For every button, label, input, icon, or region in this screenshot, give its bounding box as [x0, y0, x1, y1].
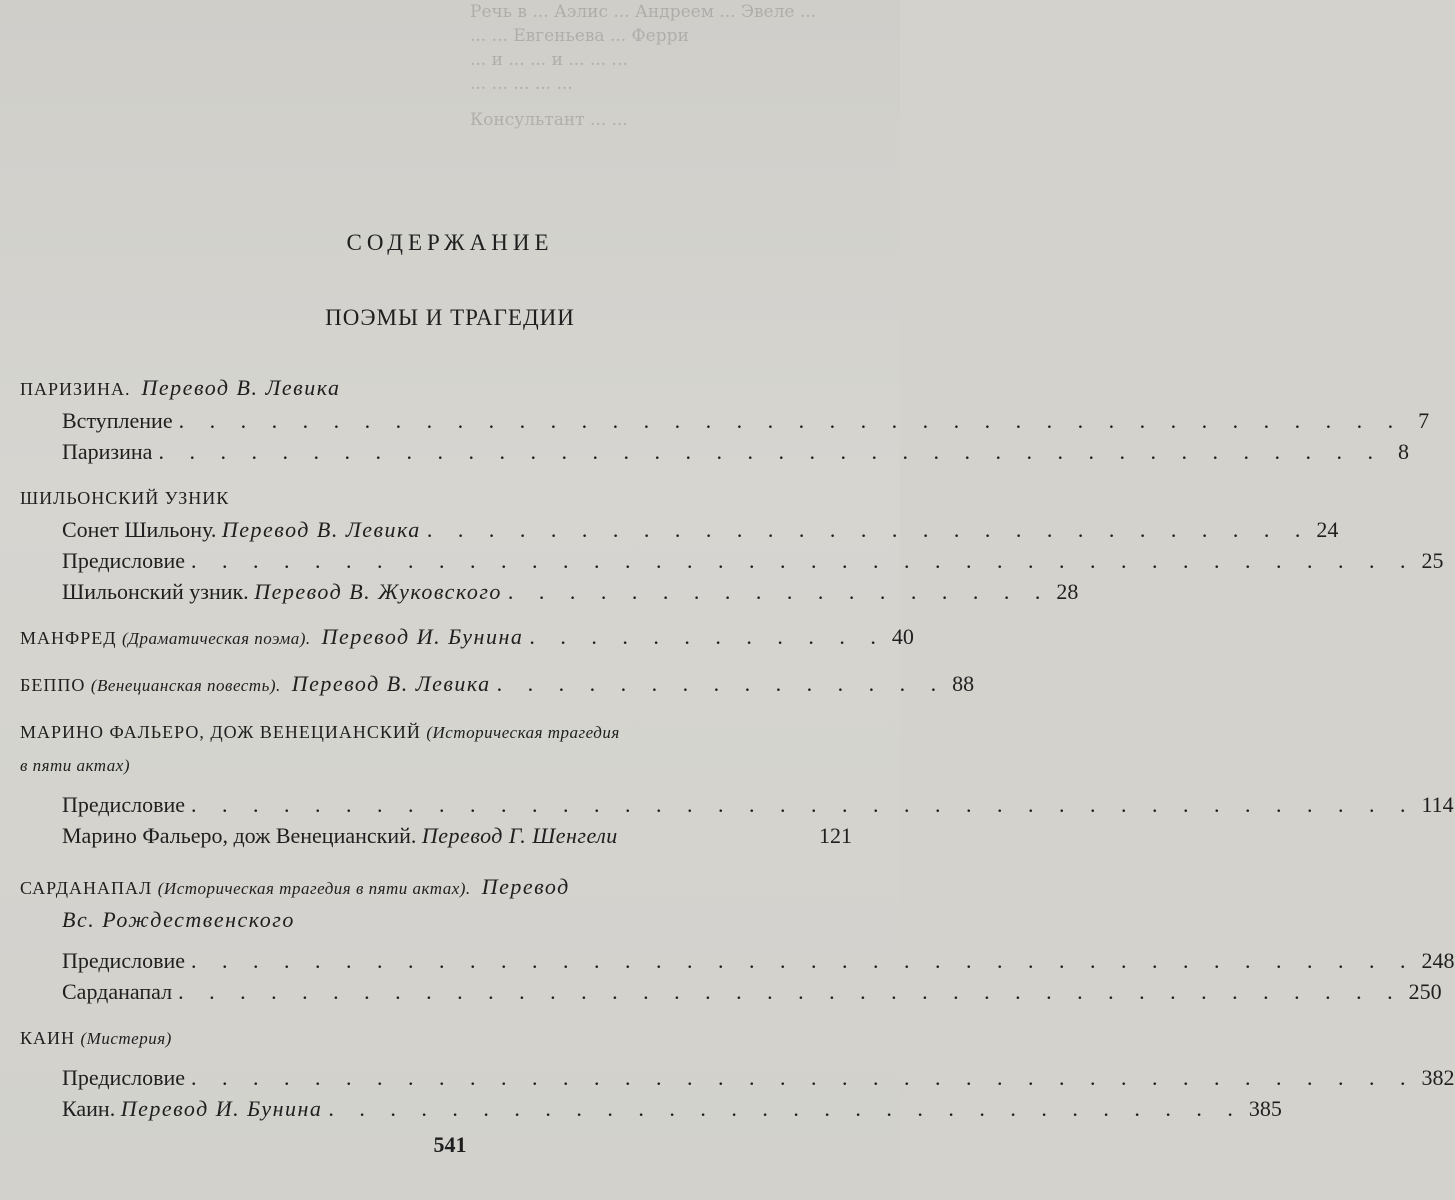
entry-label	[62, 1062, 185, 1093]
work-title: БЕППО	[20, 675, 86, 695]
entry-title: Предисловие	[62, 548, 185, 573]
toc-entry	[62, 945, 1455, 976]
leader-dots: . . . . . . . . . . . . . . . . . . . . . . . . . . . . . . . . . . . . . . . .	[191, 548, 1416, 573]
entry-title: Сонет Шильону.	[62, 517, 217, 542]
toc-heading	[20, 481, 852, 514]
leader-dots: . . . . . . . . . . . . . . . . . . . . . . . . . . . . . . . . . . . . . . . .	[178, 408, 1404, 433]
entry-label	[20, 621, 523, 654]
work-title: ПАРИЗИНА.	[20, 379, 131, 399]
toc-section-parizina	[20, 372, 1430, 467]
genre: в пяти актах)	[20, 756, 130, 775]
entry-title: Предисловие	[62, 792, 185, 817]
page-number: 88	[952, 671, 975, 696]
toc-entry	[62, 405, 1430, 436]
page-number: 24	[1316, 517, 1339, 542]
toc-section-beppo	[20, 668, 975, 701]
page-number: 7	[1418, 408, 1430, 433]
bleed-through-text	[470, 0, 890, 160]
page-number: 28	[1056, 579, 1079, 604]
leader-dots: . . . . . . . . . . . . . . . . . . . . . . . . . . . . . . . . . . . . . . . .	[178, 979, 1403, 1004]
translator: Вс. Рождественского	[62, 907, 295, 932]
entry-title: Каин.	[62, 1096, 116, 1121]
translator: Перевод И. Бунина	[120, 1096, 323, 1121]
page-title: СОДЕРЖАНИЕ	[346, 230, 554, 255]
entry-label: Предисловие	[62, 948, 185, 973]
genre: (Венецианская повесть).	[90, 676, 281, 695]
work-title: МАРИНО ФАЛЬЕРО, ДОЖ ВЕНЕЦИАНСКИЙ	[20, 722, 421, 742]
toc-entry	[62, 436, 1409, 467]
bleed-line: ... ... ... ... ...	[470, 74, 573, 94]
bleed-line: ... и ... ... и ... ... ...	[470, 50, 628, 70]
translator: Перевод В. Левика	[141, 375, 341, 400]
section-subtitle: ПОЭМЫ И ТРАГЕДИИ	[325, 305, 575, 330]
toc-entry	[62, 514, 1339, 545]
entry-label	[62, 545, 185, 576]
page-number: 248	[1421, 948, 1455, 973]
toc-entry	[62, 976, 1442, 1007]
toc-section-kain	[20, 1021, 1455, 1124]
page-number: 121	[819, 823, 852, 848]
work-title: КАИН	[20, 1028, 76, 1048]
toc-entry	[62, 1062, 1455, 1093]
toc-heading	[20, 871, 852, 904]
entry-label: Вступление	[62, 408, 173, 433]
entry-label	[62, 514, 421, 545]
table-of-contents	[20, 358, 1455, 1124]
bleed-line: ... ... Евгеньева ... Ферри	[470, 26, 689, 46]
work-title: САРДАНАПАЛ	[20, 878, 153, 898]
work-title: ШИЛЬОНСКИЙ УЗНИК	[20, 488, 230, 508]
leader-dots: . . . . . . . . . . . . . . . . . . . . . . . . . . . . . . . . . . . . . . . .	[191, 1065, 1416, 1090]
leader-dots: . . . . . . . . . . . . . . . . . . . . . . . . . . . . . . . . . . . . . . . .	[191, 948, 1416, 973]
genre: (Историческая трагедия в пяти актах).	[157, 879, 471, 898]
entry-label: Паризина	[62, 439, 153, 464]
toc-section-marino	[20, 715, 1454, 851]
work-title: МАНФРЕД	[20, 628, 117, 648]
toc-entry	[62, 789, 1454, 820]
entry-title: Марино Фальеро, дож Венецианский.	[62, 823, 417, 848]
translator: Перевод В. Жуковского	[254, 579, 502, 604]
translator: Перевод В. Левика	[291, 671, 491, 696]
page-number: 250	[1408, 979, 1442, 1004]
toc-entry	[62, 576, 1079, 607]
genre: (Драматическая поэма).	[122, 629, 311, 648]
toc-entry	[62, 1093, 1282, 1124]
leader-dots: . . . . . . . . . . . .	[529, 624, 886, 649]
entry-label	[62, 820, 618, 851]
leader-dots: . . . . . . . . . . . . . . . . . . . . . . . . . . . . . . . . . . . . . . . .	[158, 439, 1383, 464]
translator: Перевод В. Левика	[221, 517, 421, 542]
toc-heading	[20, 715, 852, 748]
toc-heading-continued	[20, 904, 852, 935]
genre: (Историческая трагедия	[426, 723, 620, 742]
toc-entry	[62, 545, 1444, 576]
entry-label	[62, 789, 185, 820]
page-number: 40	[891, 624, 914, 649]
entry-label	[62, 1093, 322, 1124]
toc-entry	[62, 820, 852, 851]
translator: Перевод И. Бунина	[321, 624, 524, 649]
entry-title: Шильонский узник.	[62, 579, 249, 604]
entry-label	[20, 668, 491, 701]
leader-dots: . . . . . . . . . . . . . . . . . .	[507, 579, 1051, 604]
leader-dots: . . . . . . . . . . . . . . .	[496, 671, 947, 696]
entry-label	[62, 576, 502, 607]
toc-section-manfred	[20, 621, 914, 654]
toc-entry	[20, 668, 975, 701]
toc-section-chillon	[20, 481, 1444, 607]
translator: Перевод	[481, 874, 570, 899]
page-number: 8	[1397, 439, 1409, 464]
bleed-line: Консультант ... ...	[470, 110, 628, 130]
leader-dots: . . . . . . . . . . . . . . . . . . . . . . . . . . . . . .	[328, 1096, 1243, 1121]
translator: Перевод Г. Шенгели	[421, 823, 618, 848]
toc-heading-continued	[20, 748, 852, 781]
leader-dots: . . . . . . . . . . . . . . . . . . . . . . . . . . . . . . . . . . . . . . . .	[191, 792, 1416, 817]
toc-heading	[20, 1021, 852, 1054]
bleed-line: Речь в ... Аэлис ... Андреем ... Эвеле ...	[470, 2, 817, 22]
page-number: 385	[1248, 1096, 1282, 1121]
page-number: 382	[1421, 1065, 1455, 1090]
leader-dots: . . . . . . . . . . . . . . . . . . . . . . . . . . . . .	[426, 517, 1311, 542]
page-number: 114	[1421, 792, 1454, 817]
page-folio-number: 541	[433, 1132, 467, 1157]
entry-label: Сарданапал	[62, 979, 173, 1004]
page-number: 25	[1421, 548, 1444, 573]
toc-section-sardanapal	[20, 871, 1455, 1007]
toc-entry	[20, 621, 914, 654]
entry-title: Предисловие	[62, 1065, 185, 1090]
toc-heading	[20, 372, 852, 405]
genre: (Мистерия)	[80, 1029, 172, 1048]
